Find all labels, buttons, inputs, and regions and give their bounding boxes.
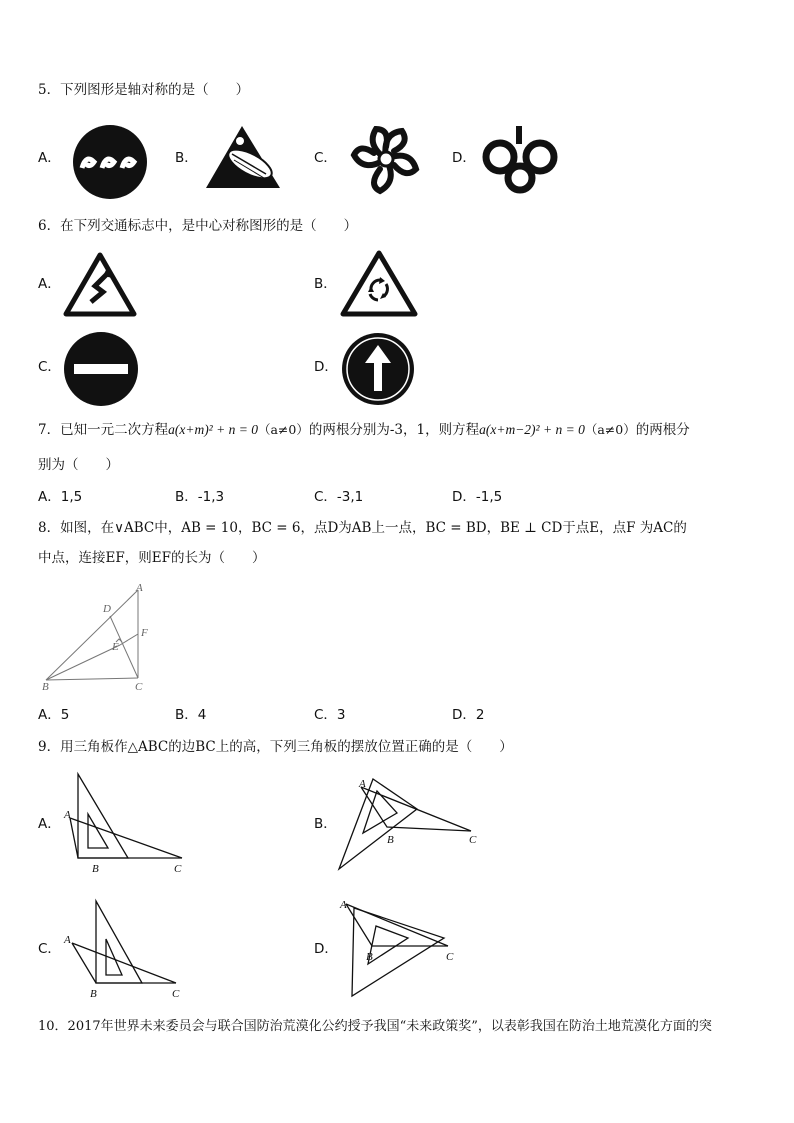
no-entry-sign-figure — [62, 330, 140, 408]
q9-figure-d — [338, 896, 488, 1001]
pinwheel-flower-figure — [351, 124, 421, 194]
q9b-label-c: C — [469, 834, 477, 846]
warning-sign-roundabout-figure — [340, 250, 418, 318]
q9d-label-a: A — [340, 899, 347, 911]
q10-line1: 10．2017年世界未来委员会与联合国防治荒漠化公约授予我国“未来政策奖”，以表彰我国在防治土地荒漠化方面的突 — [38, 1019, 712, 1034]
q8-label-f: F — [141, 627, 148, 639]
q8-label-a: A — [136, 582, 143, 594]
q8-label-e: E — [112, 641, 119, 653]
q9-figure-c — [62, 897, 192, 1002]
q6-option-a: A． — [38, 276, 61, 292]
q9a-label-a: A — [64, 809, 71, 821]
q5-option-b: B． — [175, 150, 198, 166]
q8-label-c: C — [135, 681, 143, 693]
q9d-label-c: C — [446, 951, 454, 963]
q9-option-b: B． — [314, 816, 337, 832]
q6-option-d: D． — [314, 359, 338, 375]
q8-option-d: D．2 — [452, 707, 485, 723]
q9b-label-a: A — [359, 778, 366, 790]
q5-option-c: C． — [314, 150, 337, 166]
q9a-label-c: C — [174, 863, 182, 875]
q9-stem: 9．用三角板作△ABC的边BC上的高，下列三角板的摆放位置正确的是（ ） — [38, 739, 513, 755]
q9c-label-b: B — [90, 988, 97, 1000]
q6-option-b: B． — [314, 276, 337, 292]
q8-label-d: D — [103, 603, 111, 615]
q8-option-c: C．3 — [314, 707, 346, 723]
q9d-label-b: B — [366, 951, 373, 963]
q7-line1 — [38, 423, 690, 438]
warning-sign-curve-figure — [63, 252, 137, 318]
q7-text1: 已知一元二次方程 — [60, 422, 169, 438]
q7-equation1: a(x+m)² + n = 0 — [168, 422, 258, 437]
q8-option-a: A．5 — [38, 707, 70, 723]
q8-option-b: B．4 — [175, 707, 207, 723]
q7-condition1: （a≠0） — [257, 422, 309, 437]
q5-option-d: D． — [452, 150, 476, 166]
triangle-disc-figure — [204, 124, 284, 194]
q7-option-d: D．-1,5 — [452, 489, 503, 505]
q6-option-c: C． — [38, 359, 61, 375]
q7-equation2: a(x+m−2)² + n = 0 — [479, 422, 585, 437]
q5-stem: 5．下列图形是轴对称的是（ ） — [38, 82, 250, 98]
q8-line1: 8．如图，在∨ABC中，AB = 10，BC = 6，点D为AB上一点，BC = BD，BE ⊥ CD于点E，点F 为AC的 — [38, 520, 687, 536]
q8-label-b: B — [42, 681, 49, 693]
q7-line2: 别为（ ） — [38, 457, 119, 473]
q9-option-d: D． — [314, 941, 338, 957]
q7-number: 7． — [38, 422, 61, 438]
q9a-label-b: B — [92, 863, 99, 875]
q7-option-a: A．1,5 — [38, 489, 83, 505]
q9c-label-a: A — [64, 934, 71, 946]
q9-figure-a — [62, 772, 192, 877]
q9-figure-b — [333, 777, 483, 877]
q5-option-a: A． — [38, 150, 61, 166]
q8-line2: 中点，连接EF，则EF的长为（ ） — [38, 550, 266, 566]
q8-triangle-figure — [40, 582, 160, 692]
q7-option-b: B．-1,3 — [175, 489, 225, 505]
q7-option-c: C．-3,1 — [314, 489, 364, 505]
three-circles-figure — [480, 124, 560, 194]
q7-text2: 的两根分别为-3，1，则方程 — [308, 422, 480, 438]
q6-stem: 6．在下列交通标志中，是中心对称图形的是（ ） — [38, 218, 358, 234]
straight-ahead-sign-figure — [340, 331, 416, 407]
q7-text3: 的两根分 — [635, 422, 690, 438]
q9-option-a: A． — [38, 816, 61, 832]
q9b-label-b: B — [387, 834, 394, 846]
q7-condition2: （a≠0） — [584, 422, 636, 437]
wave-logo-figure — [70, 124, 150, 204]
q9c-label-c: C — [172, 988, 180, 1000]
q9-option-c: C． — [38, 941, 61, 957]
